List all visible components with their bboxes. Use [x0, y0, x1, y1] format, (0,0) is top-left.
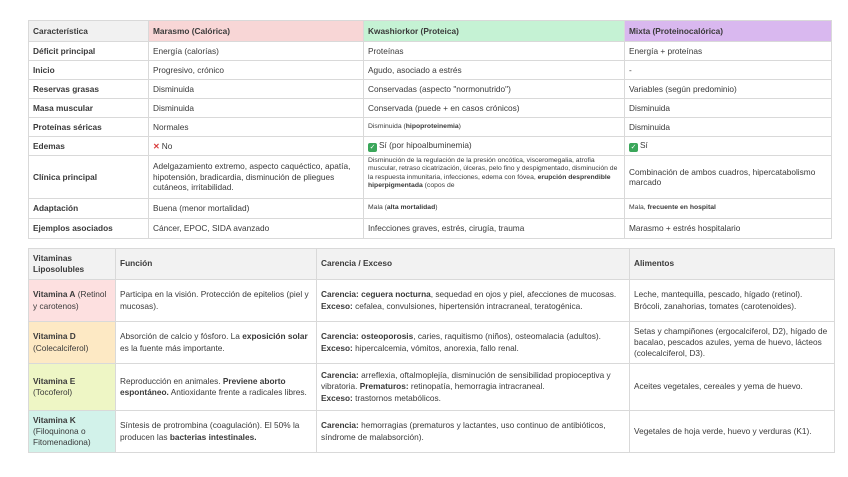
- vitamin-name: [29, 364, 116, 411]
- table-row: [29, 411, 835, 453]
- text: , caries, raquitismo (niños), osteomalacia (adultos).: [413, 331, 601, 342]
- cell-marasmo: Disminuida: [149, 80, 364, 99]
- cell-alimentos: Leche, mantequilla, pescado, hígado (retinol). Brócoli, zanahorias, tomates (carotenoides).: [630, 280, 835, 322]
- table-row: [29, 280, 835, 322]
- text: (Retinol y carotenos): [33, 289, 107, 311]
- bold-text: Vitamina E: [33, 375, 76, 386]
- cell-kwashiorkor: [364, 137, 625, 156]
- text: arreflexia, oftalmoplejía, disminución de sensibilidad propioceptiva y vibratoria.: [321, 370, 611, 392]
- table-row: [29, 156, 832, 199]
- table-row: [29, 199, 832, 219]
- row-label: Adaptación: [29, 199, 149, 219]
- bold-text: frecuente en hospital: [647, 204, 716, 212]
- cell-marasmo: Buena (menor mortalidad): [149, 199, 364, 219]
- cell-marasmo: Normales: [149, 118, 364, 137]
- text: Disminución de la regulación de la presión oncótica, visceromegalia, atrofia muscular, retraso cicatrización, úlceras, pelo fino y despigmentado, disminución de la respuesta inmunitaria, infecciones, edema con fóvea,: [368, 157, 618, 181]
- cell-alimentos: Vegetales de hoja verde, huevo y verduras (K1).: [630, 411, 835, 453]
- cell-carencia: [317, 280, 630, 322]
- cell-mixta: [625, 137, 832, 156]
- text: (Filoquinona o Fitomenadiona): [33, 425, 91, 448]
- cell-carencia: [317, 322, 630, 364]
- bold-text: Carencia:: [321, 370, 359, 381]
- table-row: [29, 137, 832, 156]
- header-funcion: Función: [116, 249, 317, 280]
- text: No: [161, 140, 173, 151]
- bold-text: bacterias intestinales.: [169, 431, 257, 442]
- cell-marasmo: [149, 137, 364, 156]
- bold-text: Vitamina D: [33, 331, 76, 342]
- cell-funcion: [116, 411, 317, 453]
- cell-mixta: [625, 199, 832, 219]
- bold-text: Prematuros:: [357, 381, 409, 392]
- cell-kwashiorkor: [364, 118, 625, 137]
- bold-text: Exceso:: [321, 300, 353, 311]
- bold-text: erupción desprendible hiperpigmentada: [368, 173, 611, 189]
- cell-mixta: Marasmo + estrés hospitalario: [625, 219, 832, 239]
- header-caracteristica: Característica: [29, 21, 149, 42]
- text: Sí: [640, 140, 648, 150]
- cell-kwashiorkor: Infecciones graves, estrés, cirugía, trauma: [364, 219, 625, 239]
- table-row: [29, 99, 832, 118]
- cell-carencia: [317, 364, 630, 411]
- cross-mark-icon: ✕: [153, 141, 160, 151]
- bold-text: Vitamina A: [33, 289, 76, 300]
- cell-kwashiorkor: Agudo, asociado a estrés: [364, 61, 625, 80]
- text: Mala,: [629, 204, 648, 212]
- row-label: Déficit principal: [29, 42, 149, 61]
- vitamin-name: [29, 280, 116, 322]
- row-label: Clínica principal: [29, 156, 149, 199]
- table-header-row: [29, 21, 832, 42]
- table-row: [29, 42, 832, 61]
- cell-alimentos: Setas y champiñones (ergocalciferol, D2), hígado de bacalao, pescados azules, yema de huevo, lácteos (colecalciferol, D3).: [630, 322, 835, 364]
- cell-kwashiorkor: [364, 199, 625, 219]
- cell-kwashiorkor: [364, 156, 625, 199]
- cell-mixta: Variables (según predominio): [625, 80, 832, 99]
- cell-marasmo: Energía (calorías): [149, 42, 364, 61]
- table-row: [29, 364, 835, 411]
- row-label: Masa muscular: [29, 99, 149, 118]
- text: ): [458, 122, 461, 130]
- cell-funcion: [116, 322, 317, 364]
- text: hemorragias (prematuros y lactantes, uso continuo de antibióticos, síndrome de malabsorción).: [321, 420, 606, 442]
- bold-text: Exceso:: [321, 392, 353, 403]
- cell-mixta: Disminuida: [625, 118, 832, 137]
- cell-marasmo: Progresivo, crónico: [149, 61, 364, 80]
- cell-kwashiorkor: Proteínas: [364, 42, 625, 61]
- cell-funcion: Participa en la visión. Protección de epitelios (piel y mucosas).: [116, 280, 317, 322]
- header-marasmo: Marasmo (Calórica): [149, 21, 364, 42]
- cell-mixta: Combinación de ambos cuadros, hipercatabolismo marcado: [625, 156, 832, 199]
- text: Disminuida (: [368, 122, 406, 130]
- bold-text: exposición solar: [242, 331, 308, 342]
- check-mark-icon: ✓: [630, 144, 637, 151]
- text: Mala (: [368, 204, 387, 212]
- text: es la fuente más importante.: [120, 342, 225, 353]
- text: Síntesis de protrombina (coagulación). El 50% la producen las: [120, 420, 300, 442]
- cell-mixta: Disminuida: [625, 99, 832, 118]
- cell-kwashiorkor: Conservada (puede + en casos crónicos): [364, 99, 625, 118]
- header-alimentos: Alimentos: [630, 249, 835, 280]
- text: retinopatía, hemorragia intracraneal.: [408, 381, 545, 392]
- header-mixta: Mixta (Proteinocalórica): [625, 21, 832, 42]
- cell-funcion: [116, 364, 317, 411]
- text: (Colecalciferol): [33, 342, 89, 353]
- table-row: [29, 322, 835, 364]
- malnutrition-comparison-table: [28, 20, 832, 239]
- row-label: Reservas grasas: [29, 80, 149, 99]
- bold-text: Carencia:: [321, 420, 359, 431]
- text: Reproducción en animales.: [120, 375, 223, 386]
- table-row: [29, 61, 832, 80]
- text: cefalea, convulsiones, hipertensión intracraneal, teratogénica.: [352, 300, 583, 311]
- cell-marasmo: Disminuida: [149, 99, 364, 118]
- cell-kwashiorkor: Conservadas (aspecto "normonutrido"): [364, 80, 625, 99]
- text: Antioxidante frente a radicales libres.: [168, 387, 307, 397]
- table-row: [29, 80, 832, 99]
- row-label: Edemas: [29, 137, 149, 156]
- cell-alimentos: Aceites vegetales, cereales y yema de huevo.: [630, 364, 835, 411]
- bold-text: alta mortalidad: [386, 204, 436, 212]
- cell-marasmo: Cáncer, EPOC, SIDA avanzado: [149, 219, 364, 239]
- bold-text: Exceso:: [321, 342, 353, 353]
- text: Absorción de calcio y fósforo. La: [120, 331, 243, 342]
- bold-text: ceguera nocturna: [358, 289, 431, 300]
- text: ): [435, 204, 438, 212]
- bold-text: Carencia:: [321, 289, 359, 300]
- fat-soluble-vitamins-table: [28, 248, 835, 453]
- text: , sequedad en ojos y piel, afecciones de mucosas.: [430, 289, 617, 300]
- bold-text: Vitamina K: [33, 414, 76, 425]
- vitamin-name: [29, 411, 116, 453]
- bold-text: Carencia:: [321, 331, 359, 342]
- row-label: Proteínas séricas: [29, 118, 149, 137]
- header-carencia: Carencia / Exceso: [317, 249, 630, 280]
- text: (copos de: [422, 181, 455, 189]
- header-vitaminas: Vitaminas Liposolubles: [29, 249, 116, 280]
- vitamin-name: [29, 322, 116, 364]
- bold-text: Previene aborto espontáneo.: [120, 375, 286, 397]
- check-mark-icon: ✓: [369, 144, 376, 151]
- table-header-row: [29, 249, 835, 280]
- text: trastornos metabólicos.: [352, 392, 441, 403]
- bold-text: hipoproteinemia: [405, 122, 459, 130]
- header-kwashiorkor: Kwashiorkor (Proteica): [364, 21, 625, 42]
- text: hipercalcemia, vómitos, anorexia, fallo renal.: [352, 342, 519, 353]
- row-label: Ejemplos asociados: [29, 219, 149, 239]
- cell-mixta: -: [625, 61, 832, 80]
- text: (Tocoferol): [33, 387, 73, 397]
- cell-mixta: Energía + proteínas: [625, 42, 832, 61]
- cell-carencia: [317, 411, 630, 453]
- table-row: [29, 219, 832, 239]
- row-label: Inicio: [29, 61, 149, 80]
- text: Sí (por hipoalbuminemia): [379, 140, 472, 150]
- table-row: [29, 118, 832, 137]
- bold-text: osteoporosis: [358, 331, 414, 342]
- cell-marasmo: Adelgazamiento extremo, aspecto caquéctico, apatía, hipotensión, bradicardia, disminución de pliegues cutáneos, irritabilidad.: [149, 156, 364, 199]
